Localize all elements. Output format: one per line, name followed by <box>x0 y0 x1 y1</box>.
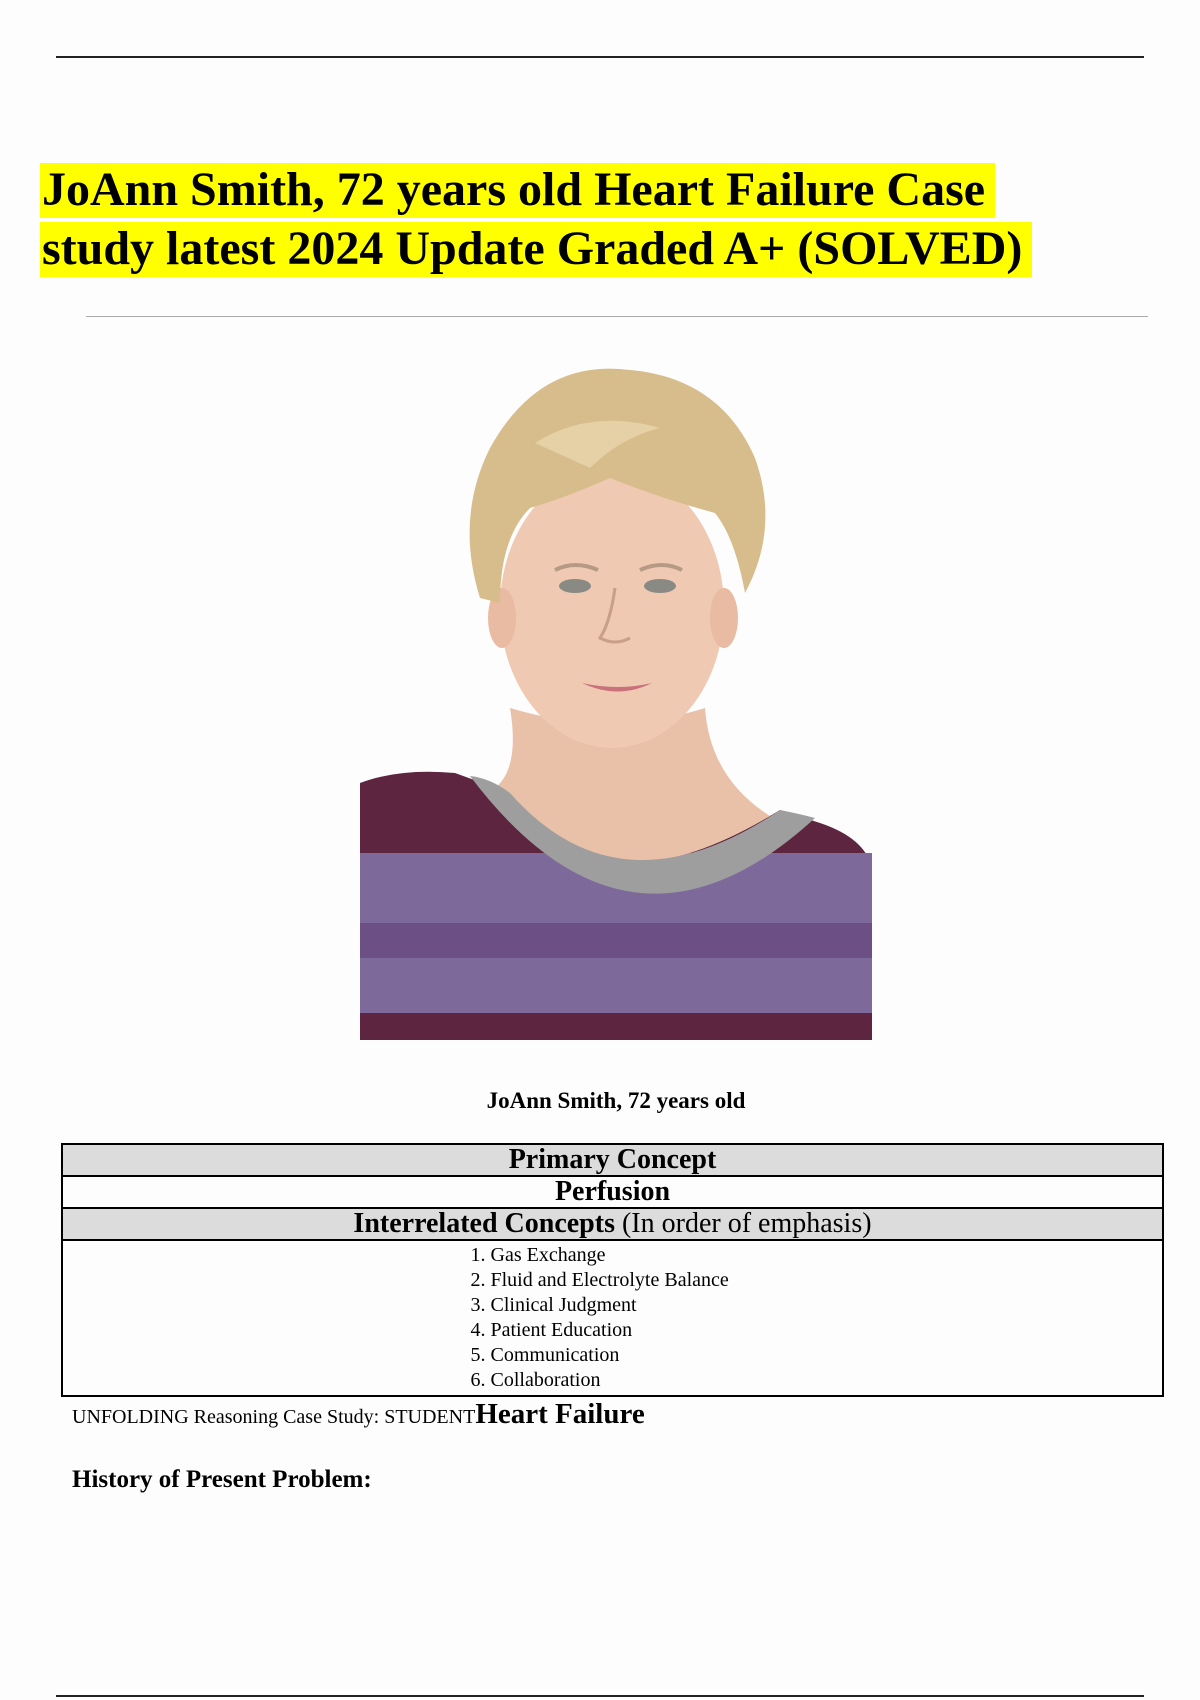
concept-item: 3. Clinical Judgment <box>470 1294 637 1316</box>
interrelated-concepts-list <box>471 1243 771 1393</box>
concept-table <box>61 1143 1164 1397</box>
interrelated-note: (In order of emphasis) <box>621 1208 872 1239</box>
unfolding-label: UNFOLDING Reasoning Case Study: STUDENT <box>72 1406 476 1428</box>
top-rule <box>56 56 1144 58</box>
primary-concept-value: Perfusion <box>63 1177 1162 1209</box>
photo-caption: JoAnn Smith, 72 years old <box>486 1088 746 1113</box>
concept-item: 6. Collaboration <box>470 1369 601 1391</box>
document-title <box>40 160 1032 278</box>
bottom-rule <box>56 1695 1144 1697</box>
concept-item: 2. Fluid and Electrolyte Balance <box>470 1269 729 1291</box>
case-study-heading <box>72 1398 645 1431</box>
concept-item: 5. Communication <box>470 1344 620 1366</box>
case-study-title: Heart Failure <box>475 1398 645 1430</box>
title-divider <box>86 316 1148 317</box>
concept-item: 1. Gas Exchange <box>470 1244 606 1266</box>
interrelated-concepts-cell <box>63 1241 1162 1395</box>
title-line-2: study latest 2024 Update Graded A+ (SOLVED) <box>40 222 1032 277</box>
title-line-1: JoAnn Smith, 72 years old Heart Failure Case <box>40 163 995 218</box>
history-heading: History of Present Problem: <box>72 1466 372 1493</box>
interrelated-concepts-header: Interrelated Concepts (In order of emphasis) <box>63 1209 1162 1241</box>
primary-concept-header: Primary Concept <box>63 1145 1162 1177</box>
patient-portrait-photo <box>360 348 872 1040</box>
concept-item: 4. Patient Education <box>470 1319 633 1341</box>
